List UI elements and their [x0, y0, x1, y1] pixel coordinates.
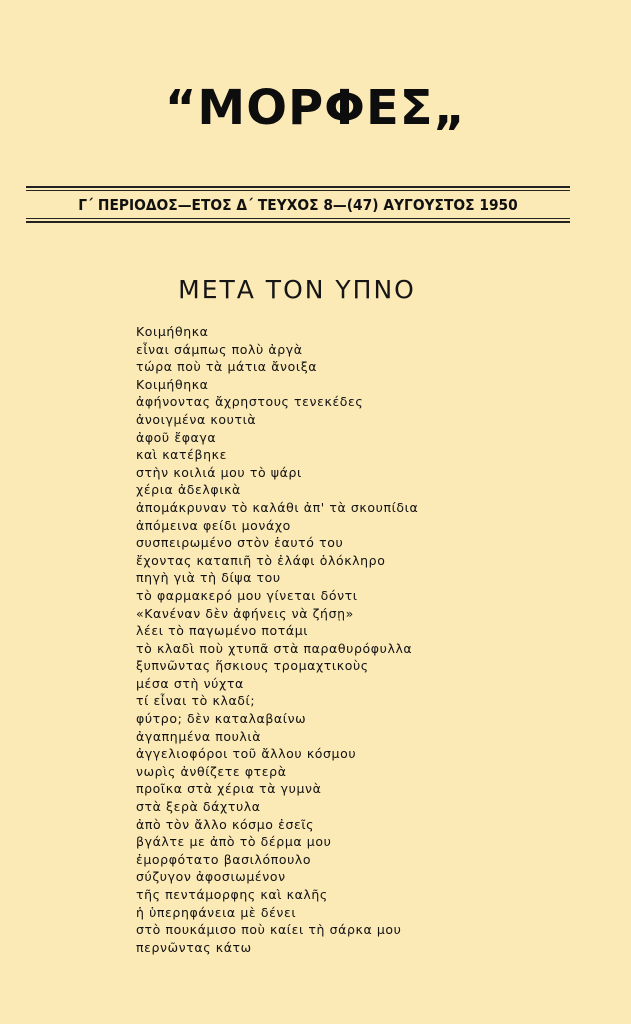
poem-line: ἀπομάκρυναν τὸ καλάθι ἀπ' τὰ σκουπίδια [136, 499, 419, 515]
poem-line: Κοιμήθηκα [136, 376, 209, 392]
poem-title: ΜΕΤΑ ΤΟΝ ΥΠΝΟ [178, 275, 416, 304]
poem-line: νωρὶς ἀνθίζετε φτερὰ [136, 763, 287, 779]
poem-line: τώρα ποὺ τὰ μάτια ἄνοιξα [136, 359, 318, 375]
poem-line: προῖκα στὰ χέρια τὰ γυμνὰ [136, 781, 322, 797]
issue-rule-bottom-inner [26, 218, 570, 219]
poem-line: στὰ ξερὰ δάχτυλα [136, 799, 261, 815]
poem-line: εἶναι σάμπως πολὺ ἀργὰ [136, 341, 303, 357]
poem-line: ἀγαπημένα πουλιὰ [136, 728, 262, 744]
issue-rule-top-inner [26, 190, 570, 191]
poem-line: φύτρο; δὲν καταλαβαίνω [136, 711, 307, 727]
poem-line: στὸ πουκάμισο ποὺ καίει τὴ σάρκα μου [136, 922, 402, 938]
poem-line: περνῶντας κάτω [136, 939, 252, 955]
poem-line: Κοιμήθηκα [136, 324, 209, 339]
poem-line: ἀφοῦ ἔφαγα [136, 429, 217, 445]
issue-info: Γ΄ ΠΕΡΙΟΔΟΣ—ΕΤΟΣ Δ΄ ΤΕΥΧΟΣ 8—(47) ΑΥΓΟΥΣΤΟΣ 1950 [78, 196, 518, 214]
poem-line: ἀπὸ τὸν ἄλλο κόσμο ἐσεῖς [136, 816, 315, 832]
magazine-title: “ΜΟΡΦΕΣ„ [164, 80, 467, 136]
poem-line: ἐμορφότατο βασιλόπουλο [136, 851, 312, 867]
poem-line: τῆς πεντάμορφης καὶ καλῆς [136, 887, 328, 902]
poem-line: τὸ κλαδὶ ποὺ χτυπᾶ στὰ παραθυρόφυλλα [136, 640, 413, 656]
poem-line: τὸ φαρμακερό μου γίνεται δόντι [136, 587, 358, 603]
poem-line: λέει τὸ παγωμένο ποτάμι [136, 623, 309, 639]
issue-rule-top [26, 186, 570, 188]
poem-line: μέσα στὴ νύχτα [136, 675, 244, 691]
poem-body [136, 323, 576, 956]
poem-line: σύζυγον ἀφοσιωμένον [136, 869, 286, 885]
poem-line: καὶ κατέβηκε [136, 447, 227, 463]
poem-line: ἀπόμεινα φείδι μονάχο [136, 517, 291, 533]
poem-line: βγάλτε με ἀπὸ τὸ δέρμα μου [136, 834, 332, 850]
poem-line: τί εἶναι τὸ κλαδί; [136, 693, 256, 709]
poem-line: συσπειρωμένο στὸν ἑαυτό του [136, 535, 344, 551]
poem-line: ἡ ὑπερηφάνεια μὲ δένει [136, 904, 297, 920]
poem-line: ἀγγελιοφόροι τοῦ ἄλλου κόσμου [136, 746, 357, 762]
poem-line: πηγὴ γιὰ τὴ δίψα του [136, 570, 281, 586]
poem-line: ξυπνῶντας ἥσκιους τρομαχτικοὺς [136, 658, 369, 674]
poem-line: στὴν κοιλιά μου τὸ ψάρι [136, 464, 302, 480]
poem-line: ἀφήνοντας ἄχρηστους τενεκέδες [136, 394, 364, 410]
poem-line: χέρια ἀδελφικὰ [136, 482, 241, 498]
issue-rule-bottom [26, 221, 570, 223]
poem-line: «Κανέναν δὲν ἀφήνεις νὰ ζήσῃ» [136, 605, 354, 621]
poem-line: ἀνοιγμένα κουτιὰ [136, 411, 257, 427]
poem-line: ἔχοντας καταπιῆ τὸ ἐλάφι ὁλόκληρο [136, 552, 386, 568]
